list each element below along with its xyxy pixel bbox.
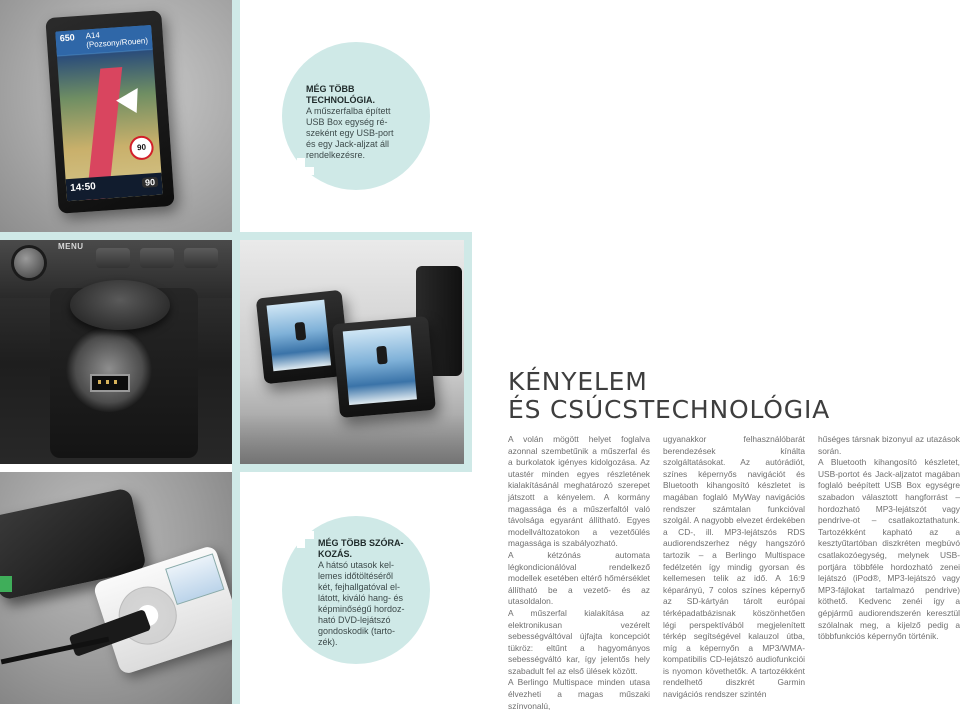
dashboard-button [184, 248, 218, 268]
callout-entertainment-body-line: látott, kiváló hang- és [318, 593, 404, 603]
dvd-screen-figure [294, 322, 306, 341]
teal-accent-dvd-frame-right [464, 240, 472, 472]
callout-entertainment-title-line: KOZÁS. [318, 549, 353, 559]
dvd-table-reflection [240, 414, 464, 464]
gps-turn-arrow-icon [116, 82, 148, 113]
callout-entertainment-body-line: ható DVD-lejátszó [318, 615, 391, 625]
callout-entertainment-body-line: gondoskodik (tarto- [318, 626, 396, 636]
teal-accent-horizontal [0, 232, 472, 240]
teal-accent-dvd-frame-bottom [232, 464, 472, 472]
dashboard-usb-photo [0, 240, 232, 464]
gps-device [45, 10, 174, 214]
dvd-player-front [332, 316, 436, 418]
dashboard-button [96, 248, 130, 268]
usb-port-icon [90, 374, 130, 392]
jack-socket [66, 326, 152, 412]
callout-tech-body-line: A műszerfalba épített [306, 106, 391, 116]
body-paragraph: A Bluetooth kihangosító készletet, USB-portot és Jack-aljzatot magában foglaló beépített USB Box egységre szabadon választott hangforrást – hordozható MP3-lejátszót vagy pendrive-ot – csatlakoztathatunk. Tartozékként kapható az a kesztyűtartóban diszkréten megbúvó csatlakozóegység, melynek USB-portjára többféle hordozható zenei lejátszó (iPod®, MP3-lejátszó vagy MP3-fájlokat tartalmazó pendrive) köthető. Kedvenc zenéi így a gépjármű audiorendszerén keresztül szólalnak meg, a kijelző pedig a többfunkciós képernyőn történik. [818, 457, 960, 642]
headline-line-1: KÉNYELEM [508, 367, 648, 396]
callout-tech-body-line: és egy Jack-aljzat áll [306, 139, 390, 149]
gps-navigation-photo [0, 0, 232, 232]
usb-box-lid [70, 280, 170, 330]
gps-distance: 650 [59, 32, 76, 44]
page-headline [508, 368, 958, 424]
body-paragraph: A Berlingo Multispace minden utasa élvezheti a magas műszaki színvonalú, [508, 677, 650, 711]
plus-icon [288, 158, 314, 184]
gps-speed-limit: 90 [129, 135, 155, 161]
body-paragraph: A kétzónás automata légkondicionálóval rendelkező modellek esetében eltérő hőmérséklet állítható be a vezető- és az utasoldalon. [508, 549, 650, 607]
callout-tech-body-line: rendelkezésre. [306, 150, 366, 160]
callout-entertainment-body-line: lemes időtöltéséről [318, 571, 394, 581]
callout-entertainment-body-line: zék). [318, 637, 338, 647]
connector-green-port [0, 576, 12, 592]
gps-bottom-bar [66, 173, 163, 202]
body-column-1 [508, 434, 650, 712]
ipod-connector-photo [0, 472, 232, 704]
body-paragraph: A volán mögött helyet foglalva azonnal szembetűnik a műszerfal és a burkolatok igényes kidolgozása. Az utastér minden egyes részletének kialakításánál meghatározó szerepet játszott a kényelem. A kormány magassága és a műszerfaltól való távolsága egyaránt állítható. Egyes modellváltozatokon a vezetőülés magassága is szabályozható. [508, 434, 650, 549]
dashboard-menu-label: MENU [58, 242, 84, 251]
callout-tech-title-line: MÉG TÖBB [306, 84, 355, 94]
gps-clock: 14:50 [69, 181, 97, 194]
callout-entertainment-body-line: A hátsó utasok kel- [318, 560, 395, 570]
dvd-screen [343, 326, 417, 406]
dvd-screen [267, 300, 332, 372]
gps-street-name: A14 (Pozsony/Rouen) [85, 30, 149, 50]
callout-tech-body-line: szeként egy USB-port [306, 128, 394, 138]
callout-entertainment [318, 538, 430, 648]
callout-entertainment-title-line: MÉG TÖBB SZÓRA- [318, 538, 404, 548]
plus-icon [288, 522, 314, 548]
ipod-display [165, 553, 224, 605]
gps-current-speed: 90 [142, 177, 159, 188]
body-paragraph: A műszerfal kialakítása az elektronikusan vezérelt sebességváltóval újfajta koncepciót tükröz: eltűnt a hagyományos sebességváltó kar, így jelentős hely szabadult fel az első ülések között. [508, 607, 650, 676]
dashboard-button [140, 248, 174, 268]
dvd-screen-figure [376, 346, 388, 365]
callout-tech-body-line: USB Box egység ré- [306, 117, 388, 127]
callout-tech [306, 84, 424, 161]
body-paragraph: ugyanakkor felhasználóbarát berendezések kínálta szolgáltatásokat. Az autórádiót, színes képernyős navigációt és Bluetooth kihangosító készletet is magában foglaló MyWay navigációs rendszer számtalan funkcióval szolgál. A nagyobb elvezet érdekében a CD-, ill. MP3-lejátszós RDS audiorendszerhez négy hangszóró tartozik – a Berlingo Multispace fedélzetén így mindig gyorsan és kellemesen telik az idő. A 16:9 képarányú, 7 colos színes képernyő az SD-kártyán tárolt európai térképadatbázisnak köszönhetően légi perspektívából megjelenített térkép segítségével kalauzol útba, míg a képernyőn a MP3/WMA-kompatibilis CD-lejátszó audiofunkciói is nyomon követhetők. A tartozékként rendelhető diszkrét Garmin navigációs rendszer szintén [663, 434, 805, 700]
dvd-players-photo [240, 240, 464, 464]
body-paragraph: hűséges társnak bizonyul az utazások során. [818, 434, 960, 456]
gps-top-bar [55, 25, 152, 56]
callout-tech-title-line: TECHNOLÓGIA. [306, 95, 375, 105]
callout-entertainment-body-line: képminőségű hordoz- [318, 604, 405, 614]
teal-accent-vertical [232, 0, 240, 704]
headline-line-2: ÉS CSÚCSTECHNOLÓGIA [508, 395, 831, 424]
body-column-3 [818, 434, 960, 643]
callout-entertainment-body-line: két, fejhallgatóval el- [318, 582, 401, 592]
body-column-2 [663, 434, 805, 701]
dashboard-knob [14, 248, 44, 278]
gps-screen [55, 25, 163, 201]
